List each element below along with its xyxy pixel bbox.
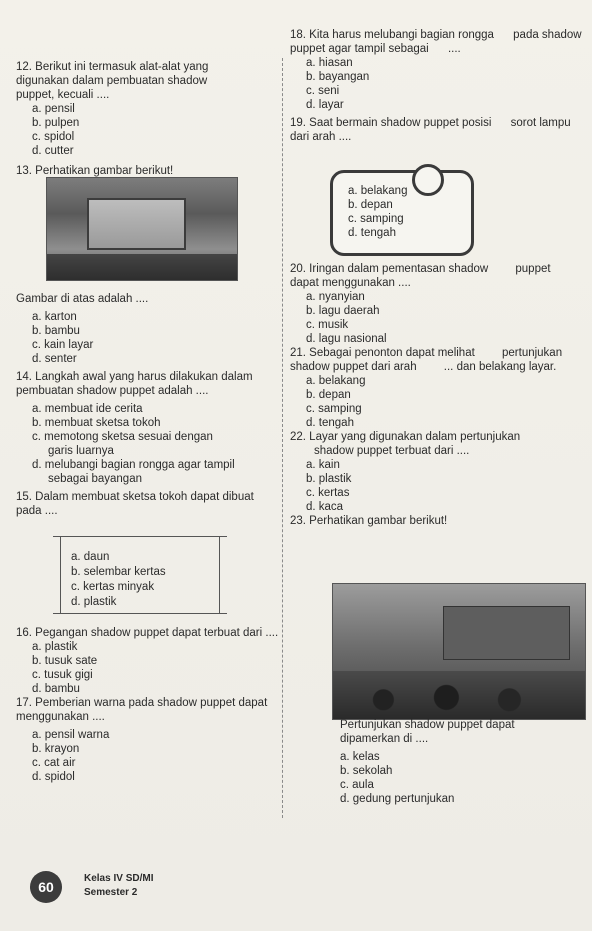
q17-option-b[interactable]: b. krayon bbox=[32, 743, 80, 755]
q20-option-b[interactable]: b. lagu daerah bbox=[306, 305, 380, 317]
q14-stem-2: dalam pembuatan shadow puppet bbox=[16, 371, 253, 397]
question-18 bbox=[290, 28, 582, 112]
footer-semester: Semester 2 bbox=[84, 887, 138, 898]
q20-stem-2: puppet dapat menggunakan .... bbox=[290, 263, 551, 289]
page-number-badge: 60 bbox=[30, 871, 62, 903]
q21-stem-1: 21. Sebagai penonton dapat melihat bbox=[290, 347, 475, 359]
question-19 bbox=[290, 116, 582, 144]
q16-stem-1: 16. Pegangan shadow puppet dapat terbuat bbox=[16, 627, 240, 639]
stage-floor bbox=[47, 254, 237, 280]
q23-option-a[interactable]: a. kelas bbox=[340, 751, 380, 763]
footer-label bbox=[84, 872, 153, 900]
q15-option-b[interactable]: b. selembar kertas bbox=[71, 566, 166, 578]
q16-stem-2: dari .... bbox=[243, 627, 279, 639]
q13-option-d[interactable]: d. senter bbox=[32, 353, 77, 365]
q17-stem-2: dapat menggunakan .... bbox=[16, 697, 268, 723]
q17-option-c[interactable]: c. cat air bbox=[32, 757, 76, 769]
q21-option-a[interactable]: a. belakang bbox=[306, 375, 366, 387]
q12-stem-1: 12. Berikut ini termasuk alat-alat yang bbox=[16, 61, 209, 73]
q23-stem: 23. Perhatikan gambar berikut! bbox=[290, 515, 448, 527]
q12-option-b[interactable]: b. pulpen bbox=[32, 117, 80, 129]
q20-stem-1: 20. Iringan dalam pementasan shadow bbox=[290, 263, 489, 275]
q16-option-b[interactable]: b. tusuk sate bbox=[32, 655, 98, 667]
q14-option-c[interactable]: c. memotong sketsa sesuai dengan bbox=[32, 431, 213, 443]
left-column bbox=[16, 60, 278, 158]
question-21 bbox=[290, 346, 582, 430]
q15-stem-2: dibuat pada .... bbox=[16, 491, 254, 517]
q22-option-b[interactable]: b. plastik bbox=[306, 473, 352, 485]
q15-options-box bbox=[60, 536, 220, 614]
box-bottom-line bbox=[53, 613, 227, 614]
q19-option-d[interactable]: d. tengah bbox=[348, 227, 396, 239]
question-20 bbox=[290, 262, 582, 346]
q19-option-c[interactable]: c. samping bbox=[348, 213, 404, 225]
right-column-top bbox=[290, 28, 582, 144]
q23-option-d[interactable]: d. gedung pertunjukan bbox=[340, 793, 455, 805]
q19-options bbox=[348, 184, 407, 240]
q23-option-b[interactable]: b. sekolah bbox=[340, 765, 393, 777]
q22-option-a[interactable]: a. kain bbox=[306, 459, 340, 471]
q21-option-b[interactable]: b. depan bbox=[306, 389, 351, 401]
q19-option-a[interactable]: a. belakang bbox=[348, 185, 408, 197]
q23-after-2: dipamerkan di .... bbox=[340, 733, 429, 745]
q13-option-b[interactable]: b. bambu bbox=[32, 325, 80, 337]
q12-stem-3: puppet, kecuali .... bbox=[16, 89, 110, 101]
q17-stem-1: 17. Pemberian warna pada shadow puppet bbox=[16, 697, 236, 709]
q12-option-c[interactable]: c. spidol bbox=[32, 131, 75, 143]
box-top-line bbox=[53, 536, 227, 537]
q21-option-c[interactable]: c. samping bbox=[306, 403, 362, 415]
q12-stem-2: digunakan dalam pembuatan shadow bbox=[16, 75, 208, 87]
audience bbox=[333, 671, 585, 719]
q19-stem-1: 19. Saat bermain shadow puppet posisi bbox=[290, 117, 492, 129]
q18-option-b[interactable]: b. bayangan bbox=[306, 71, 370, 83]
q13-option-c[interactable]: c. kain layar bbox=[32, 339, 94, 351]
q14-option-d-cont: sebagai bayangan bbox=[48, 473, 142, 485]
right-column-middle bbox=[290, 262, 582, 528]
classroom-board bbox=[443, 606, 570, 660]
footer-class: Kelas IV SD/MI bbox=[84, 873, 154, 884]
q15-option-c[interactable]: c. kertas minyak bbox=[71, 581, 155, 593]
q21-option-d[interactable]: d. tengah bbox=[306, 417, 354, 429]
q13-stem: 13. Perhatikan gambar berikut! bbox=[16, 165, 174, 177]
q14-option-b[interactable]: b. membuat sketsa tokoh bbox=[32, 417, 161, 429]
q12-option-a[interactable]: a. pensil bbox=[32, 103, 75, 115]
question-12 bbox=[16, 60, 278, 158]
q18-option-a[interactable]: a. hiasan bbox=[306, 57, 353, 69]
q21-stem-2: pertunjukan shadow puppet dari arah bbox=[290, 347, 563, 373]
q18-stem-2: pada shadow puppet agar tampil sebagai bbox=[290, 29, 582, 55]
question-16 bbox=[16, 626, 286, 696]
q20-option-c[interactable]: c. musik bbox=[306, 319, 349, 331]
q22-option-c[interactable]: c. kertas bbox=[306, 487, 350, 499]
q15-option-d[interactable]: d. plastik bbox=[71, 596, 117, 608]
question-15 bbox=[16, 490, 278, 518]
q22-stem-2: shadow puppet terbuat dari .... bbox=[314, 445, 470, 457]
q19-option-b[interactable]: b. depan bbox=[348, 199, 393, 211]
q18-option-c[interactable]: c. seni bbox=[306, 85, 340, 97]
q14-stem-1: 14. Langkah awal yang harus dilakukan bbox=[16, 371, 219, 383]
q23-after-1: Pertunjukan shadow puppet dapat bbox=[340, 719, 515, 731]
question-22 bbox=[290, 430, 582, 514]
q13-after: Gambar di atas adalah .... bbox=[16, 293, 149, 305]
q19-stem-2: sorot lampu dari arah .... bbox=[290, 117, 571, 143]
q14-stem-3: adalah .... bbox=[157, 385, 209, 397]
q18-stem-3: .... bbox=[447, 43, 461, 55]
column-divider bbox=[282, 58, 283, 818]
left-column-bottom bbox=[16, 626, 286, 784]
question-23-body bbox=[290, 718, 582, 806]
question-17 bbox=[16, 696, 286, 784]
question-13 bbox=[16, 164, 278, 178]
q22-option-d[interactable]: d. kaca bbox=[306, 501, 344, 513]
q21-stem-3: ... dan belakang layar. bbox=[443, 361, 557, 373]
shadow-screen bbox=[87, 198, 186, 250]
q14-option-d[interactable]: d. melubangi bagian rongga agar tampil bbox=[32, 459, 235, 471]
q23-option-c[interactable]: c. aula bbox=[340, 779, 374, 791]
q18-option-d[interactable]: d. layar bbox=[306, 99, 344, 111]
classroom-performance-photo bbox=[332, 583, 586, 720]
q13-option-a[interactable]: a. karton bbox=[32, 311, 77, 323]
q14-option-a[interactable]: a. membuat ide cerita bbox=[32, 403, 143, 415]
q12-option-d[interactable]: d. cutter bbox=[32, 145, 74, 157]
q15-stem-1: 15. Dalam membuat sketsa tokoh dapat bbox=[16, 491, 220, 503]
question-23 bbox=[290, 514, 582, 528]
q14-option-c-cont: garis luarnya bbox=[48, 445, 114, 457]
question-14 bbox=[16, 370, 278, 486]
q17-option-d[interactable]: d. spidol bbox=[32, 771, 75, 783]
q15-option-a[interactable]: a. daun bbox=[71, 551, 110, 563]
bubble-circle-decoration bbox=[412, 164, 444, 196]
q16-option-d[interactable]: d. bambu bbox=[32, 683, 80, 695]
q18-stem-1: 18. Kita harus melubangi bagian rongga bbox=[290, 29, 494, 41]
q17-option-a[interactable]: a. pensil warna bbox=[32, 729, 110, 741]
q16-option-c[interactable]: c. tusuk gigi bbox=[32, 669, 93, 681]
q20-option-d[interactable]: d. lagu nasional bbox=[306, 333, 387, 345]
q20-option-a[interactable]: a. nyanyian bbox=[306, 291, 365, 303]
q22-stem-1: 22. Layar yang digunakan dalam pertunjukan bbox=[290, 431, 521, 443]
question-13-body bbox=[16, 292, 278, 518]
shadow-puppet-stage-photo bbox=[46, 177, 238, 281]
q16-option-a[interactable]: a. plastik bbox=[32, 641, 78, 653]
